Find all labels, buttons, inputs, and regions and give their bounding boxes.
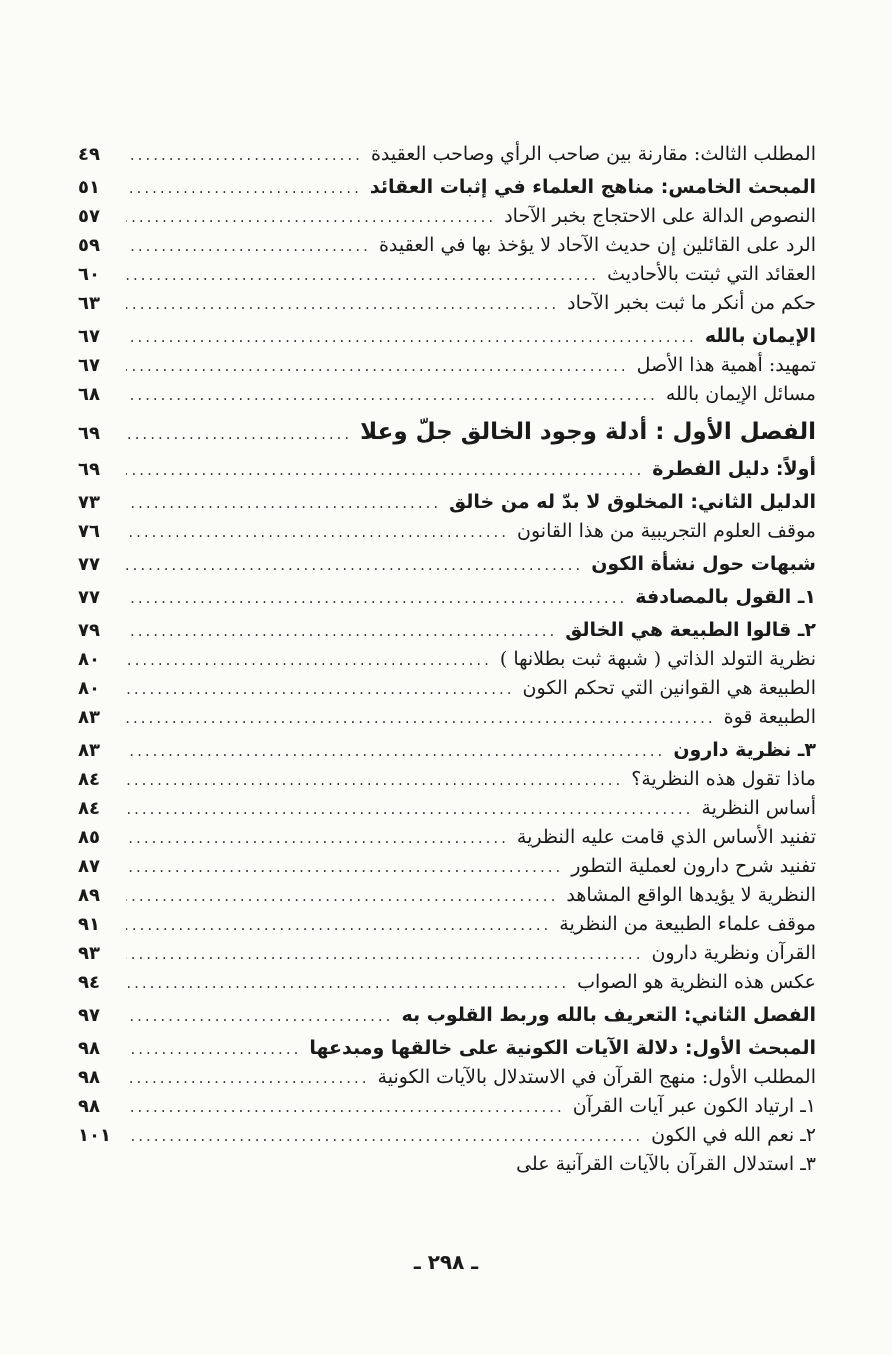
dot-leader [126, 766, 623, 794]
toc-entry [78, 1092, 816, 1121]
dot-leader [126, 232, 371, 260]
toc-entry [78, 939, 816, 968]
toc-entry [78, 823, 816, 852]
dot-leader [126, 203, 496, 231]
toc-entry [78, 1034, 816, 1063]
toc-entry-page: ٩٨ [78, 1096, 100, 1117]
toc-entry [78, 968, 816, 997]
toc-entry-page: ٨٠ [78, 649, 100, 670]
toc-entry [78, 583, 816, 612]
toc-entry [78, 231, 816, 260]
toc-entry [78, 322, 816, 351]
toc-entry [78, 173, 816, 202]
toc-entry-page: ٨٤ [78, 798, 100, 819]
toc-entry [78, 736, 816, 765]
toc-entry-page: ٩٨ [78, 1038, 100, 1059]
toc-entry-title: أولاً: دليل الفطرة [652, 458, 816, 480]
toc-entry [78, 703, 816, 732]
dot-leader [126, 646, 492, 674]
toc-entry [78, 517, 816, 546]
toc-entry-title: الإيمان بالله [704, 325, 816, 347]
dot-leader [126, 456, 644, 484]
toc-entry-title: ٣ـ استدلال القرآن بالآيات القرآنية على [516, 1153, 816, 1175]
toc-entry-title: الفصل الثاني: التعريف بالله وربط القلوب به [401, 1004, 816, 1026]
dot-leader [126, 940, 643, 968]
toc-entry [78, 852, 816, 881]
toc-entry-title: أساس النظرية [701, 797, 816, 819]
toc-entry-page: ٨٣ [78, 707, 100, 728]
dot-leader [126, 141, 363, 169]
toc-entry [78, 380, 816, 409]
toc-entry-page: ٦٩ [78, 459, 100, 480]
toc-entry-title: الرد على القائلين إن حديث الآحاد لا يؤخذ بها في العقيدة [378, 234, 816, 256]
toc-entry-page: ٥٧ [78, 206, 100, 227]
toc-entry-title: المبحث الأول: دلالة الآيات الكونية على خالقها ومبدعها [309, 1037, 816, 1059]
page-number: ـ ٢٩٨ ـ [413, 1250, 479, 1274]
toc-entry-page: ٩١ [78, 914, 100, 935]
toc-entry [78, 881, 816, 910]
toc-entry [78, 765, 816, 794]
dot-leader [126, 969, 569, 997]
toc-entry-page: ٦٣ [78, 293, 100, 314]
dot-leader [126, 824, 509, 852]
toc-entry-page: ٩٤ [78, 972, 100, 993]
toc-entry-title: موقف العلوم التجريبية من هذا القانون [517, 520, 816, 542]
toc-entry-title: حكم من أنكر ما ثبت بخبر الآحاد [567, 292, 816, 314]
toc-entry [78, 616, 816, 645]
dot-leader [126, 1035, 301, 1063]
toc-entry-title: القرآن ونظرية دارون [651, 942, 816, 964]
toc-entry-page: ٨٧ [78, 856, 100, 877]
dot-leader [126, 617, 557, 645]
toc-entry-title: الطبيعة هي القوانين التي تحكم الكون [522, 677, 816, 699]
dot-leader [126, 853, 563, 881]
toc-entry-page: ٨٣ [78, 740, 100, 761]
toc-entry-page: ٩٣ [78, 943, 100, 964]
toc-entry [78, 260, 816, 289]
toc-entry [78, 289, 816, 318]
dot-leader [126, 174, 362, 202]
dot-leader [126, 1122, 643, 1150]
toc-entry-title: الفصل الأول : أدلة وجود الخالق جلّ وعلا [360, 419, 816, 445]
toc-entry-page: ٧٧ [78, 554, 100, 575]
toc-entry-title: المبحث الخامس: مناهج العلماء في إثبات العقائد [369, 176, 816, 198]
dot-leader [126, 261, 599, 289]
toc-entry-page: ٧٦ [78, 521, 100, 542]
toc-entry [78, 794, 816, 823]
toc-entry-page: ٤٩ [78, 144, 100, 165]
toc-entry-title: النظرية لا يؤيدها الواقع المشاهد [566, 884, 816, 906]
dot-leader [126, 323, 697, 351]
toc-entry-title: ١ـ القول بالمصادفة [635, 586, 816, 608]
dot-leader [126, 795, 693, 823]
toc-entry-title: شبهات حول نشأة الكون [591, 553, 816, 575]
toc-entry-page: ٩٧ [78, 1005, 100, 1026]
toc-entry [78, 488, 816, 517]
toc-entry-page: ٨٥ [78, 827, 100, 848]
toc-entry-title: تفنيد شرح دارون لعملية التطور [571, 855, 816, 877]
toc-entry-title: تفنيد الأساس الذي قامت عليه النظرية [516, 826, 816, 848]
dot-leader [126, 1064, 370, 1092]
toc-entry-title: عكس هذه النظرية هو الصواب [577, 971, 816, 993]
toc-entry-page: ٧٧ [78, 587, 100, 608]
toc-entry-page: ٦٨ [78, 384, 100, 405]
toc-entry-page: ٥١ [78, 177, 100, 198]
toc-entry-page: ٥٩ [78, 235, 100, 256]
toc-entry-page: ٦٠ [78, 264, 100, 285]
toc-entry-page: ٦٧ [78, 326, 100, 347]
toc-entry-title: نظرية التولد الذاتي ( شبهة ثبت بطلانها ) [499, 648, 816, 670]
toc-entry [78, 351, 816, 380]
dot-leader [126, 518, 509, 546]
dot-leader [126, 584, 627, 612]
toc-entry-title: ٢ـ نعم الله في الكون [651, 1124, 816, 1146]
toc-entry [78, 413, 816, 451]
toc-entry-page: ٨٩ [78, 885, 100, 906]
toc-entry-page: ٧٣ [78, 492, 100, 513]
toc-entry [78, 1001, 816, 1030]
dot-leader [126, 737, 665, 765]
toc-entry-title: ١ـ ارتياد الكون عبر آيات القرآن [572, 1095, 816, 1117]
toc-entry [78, 1150, 816, 1179]
toc-entry-page: ٨٠ [78, 678, 100, 699]
table-of-contents [78, 140, 816, 1179]
toc-entry-title: ٢ـ قالوا الطبيعة هي الخالق [565, 619, 816, 641]
toc-entry [78, 910, 816, 939]
toc-entry [78, 674, 816, 703]
dot-leader [126, 1093, 565, 1121]
toc-entry-page: ٩٨ [78, 1067, 100, 1088]
toc-entry [78, 1121, 816, 1150]
dot-leader [126, 704, 716, 732]
toc-entry-title: ماذا تقول هذه النظرية؟ [631, 768, 816, 790]
toc-entry-page: ٦٧ [78, 355, 100, 376]
dot-leader [126, 381, 658, 409]
dot-leader [126, 911, 551, 939]
toc-entry-page: ٦٩ [78, 423, 100, 444]
toc-entry [78, 140, 816, 169]
dot-leader [126, 551, 583, 579]
dot-leader [126, 415, 352, 451]
toc-entry-title: الطبيعة قوة [723, 706, 816, 728]
toc-entry-title: المطلب الأول: منهج القرآن في الاستدلال بالآيات الكونية [377, 1066, 816, 1088]
toc-entry [78, 550, 816, 579]
toc-entry [78, 1063, 816, 1092]
toc-entry [78, 455, 816, 484]
toc-entry-title: المطلب الثالث: مقارنة بين صاحب الرأي وصاحب العقيدة [370, 143, 816, 165]
dot-leader [126, 290, 559, 318]
toc-entry-title: تمهيد: أهمية هذا الأصل [636, 354, 816, 376]
toc-entry-title: النصوص الدالة على الاحتجاج بخبر الآحاد [504, 205, 816, 227]
toc-entry-title: موقف علماء الطبيعة من النظرية [559, 913, 816, 935]
toc-entry-title: العقائد التي ثبتت بالأحاديث [607, 263, 816, 285]
toc-entry-title: مسائل الإيمان بالله [665, 383, 816, 405]
dot-leader [126, 675, 515, 703]
dot-leader [126, 1002, 393, 1030]
dot-leader [126, 352, 629, 380]
toc-entry-page: ١٠١ [78, 1125, 111, 1146]
toc-entry [78, 645, 816, 674]
toc-entry-page: ٨٤ [78, 769, 100, 790]
toc-entry-title: ٣ـ نظرية دارون [673, 739, 816, 761]
toc-entry-title: الدليل الثاني: المخلوق لا بدّ له من خالق [449, 491, 816, 513]
dot-leader [126, 882, 558, 910]
dot-leader [126, 489, 441, 517]
toc-entry-page: ٧٩ [78, 620, 100, 641]
toc-entry [78, 202, 816, 231]
